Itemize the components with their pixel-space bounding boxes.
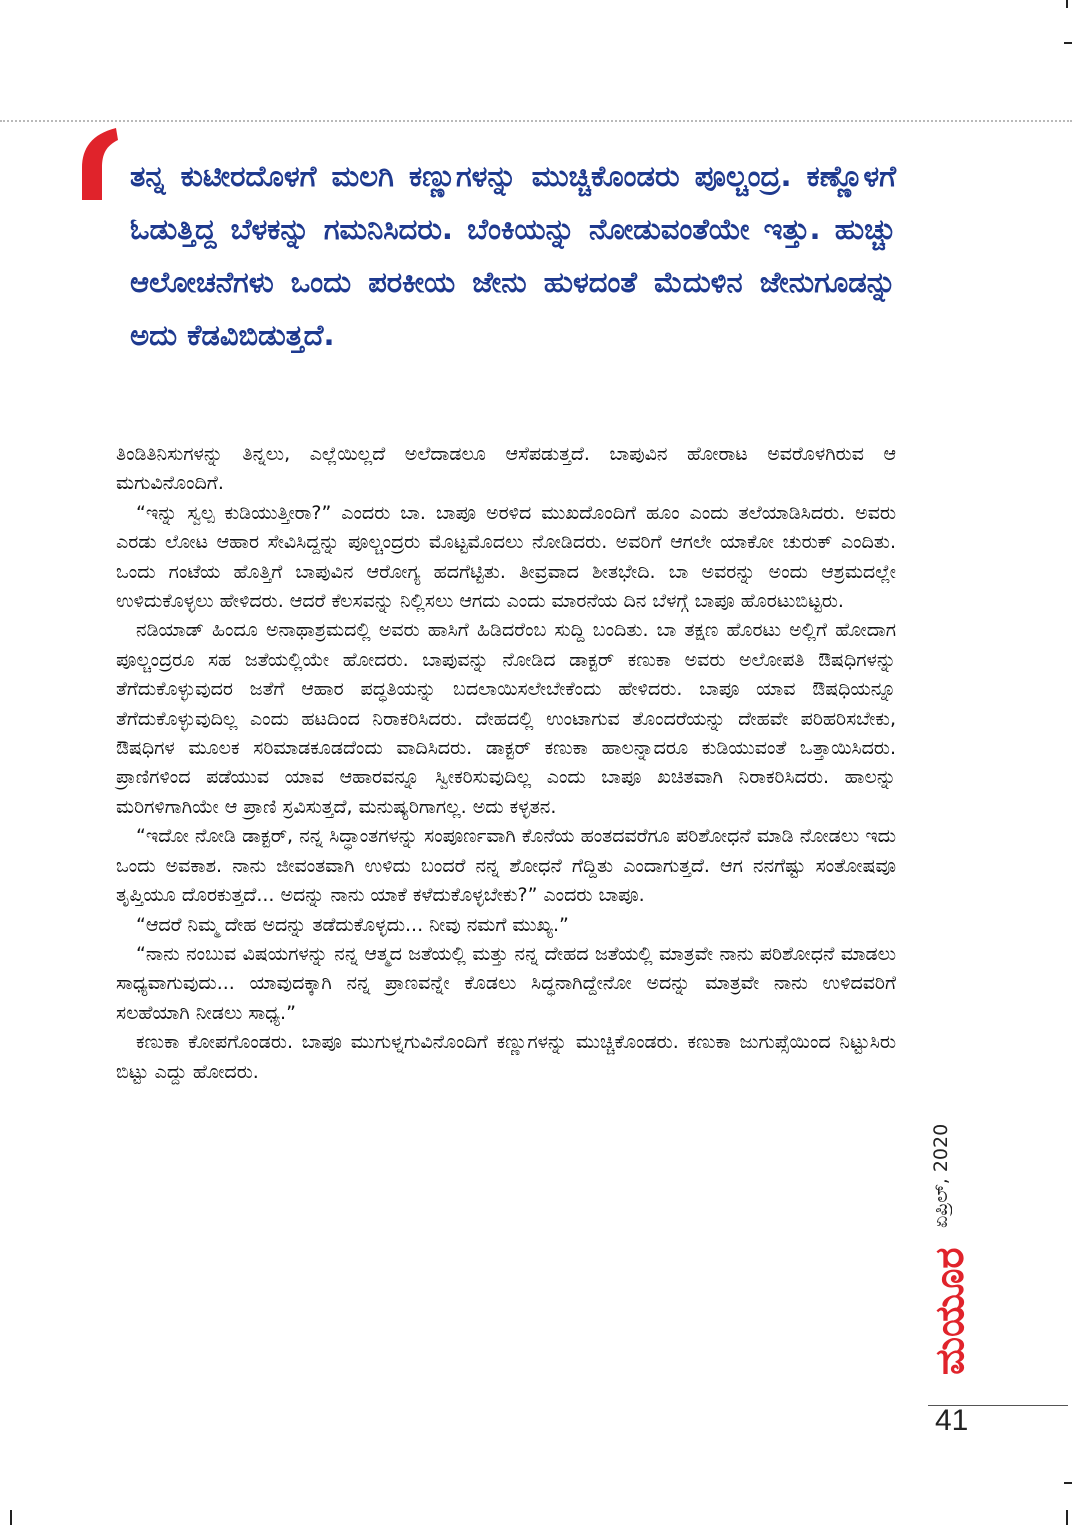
- crop-mark: [1064, 1482, 1072, 1484]
- paragraph: “ಇದೋ ನೋಡಿ ಡಾಕ್ಟರ್, ನನ್ನ ಸಿದ್ಧಾಂತಗಳನ್ನು ಸಂಪೂರ್ಣವಾಗಿ ಕೊನೆಯ ಹಂತದವರೆಗೂ ಪರಿಶೋಧನೆ ಮಾಡಿ ನೋಡಲು ಇದು ಒಂದು ಅವಕಾಶ. ನಾನು ಜೀವಂತವಾಗಿ ಉಳಿದು ಬಂದರೆ ನನ್ನ ಶೋಧನೆ ಗೆದ್ದಿತು ಎಂದಾಗುತ್ತದೆ. ಆಗ ನನಗೆಷ್ಟು ಸಂತೋಷವೂ ತೃಪ್ತಿಯೂ ದೊರಕುತ್ತದೆ... ಅದನ್ನು ನಾನು ಯಾಕೆ ಕಳೆದುಕೊಳ್ಳಬೇಕು?” ಎಂದರು ಬಾಪೂ.: [116, 825, 896, 907]
- paragraph: ತಿಂಡಿತಿನಿಸುಗಳನ್ನು ತಿನ್ನಲು, ಎಲ್ಲೆಯಿಲ್ಲದೆ ಅಲೆದಾಡಲೂ ಆಸೆಪಡುತ್ತದೆ. ಬಾಪುವಿನ ಹೋರಾಟ ಅವರೊಳಗಿರುವ ಆ ಮಗುವಿನೊಂದಿಗೆ.: [116, 443, 896, 495]
- article-body: [116, 440, 896, 1087]
- paragraph: ನಡಿಯಾಡ್ ಹಿಂದೂ ಅನಾಥಾಶ್ರಮದಲ್ಲಿ ಅವರು ಹಾಸಿಗೆ ಹಿಡಿದರೆಂಬ ಸುದ್ದಿ ಬಂದಿತು. ಬಾ ತಕ್ಷಣ ಹೊರಟು ಅಲ್ಲಿಗೆ ಹೋದಾಗ ಪೂಲ್ಚಂದ್ರರೂ ಸಹ ಜತೆಯಲ್ಲಿಯೇ ಹೋದರು. ಬಾಪುವನ್ನು ನೋಡಿದ ಡಾಕ್ಟರ್ ಕಣುಕಾ ಅವರು ಅಲೋಪತಿ ಔಷಧಿಗಳನ್ನು ತೆಗೆದುಕೊಳ್ಳುವುದರ ಜತೆಗೆ ಆಹಾರ ಪದ್ಧತಿಯನ್ನು ಬದಲಾಯಿಸಲೇಬೇಕೆಂದು ಹೇಳಿದರು. ಬಾಪೂ ಯಾವ ಔಷಧಿಯನ್ನೂ ತೆಗೆದುಕೊಳ್ಳುವುದಿಲ್ಲ ಎಂದು ಹಟದಿಂದ ನಿರಾಕರಿಸಿದರು. ದೇಹದಲ್ಲಿ ಉಂಟಾಗುವ ತೊಂದರೆಯನ್ನು ದೇಹವೇ ಪರಿಹರಿಸಬೇಕು, ಔಷಧಿಗಳ ಮೂಲಕ ಸರಿಮಾಡಕೂಡದೆಂದು ವಾದಿಸಿದರು. ಡಾಕ್ಟರ್ ಕಣುಕಾ ಹಾಲನ್ನಾದರೂ ಕುಡಿಯುವಂತೆ ಒತ್ತಾಯಿಸಿದರು. ಪ್ರಾಣಿಗಳಿಂದ ಪಡೆಯುವ ಯಾವ ಆಹಾರವನ್ನೂ ಸ್ವೀಕರಿಸುವುದಿಲ್ಲ ಎಂದು ಬಾಪೂ ಖಚಿತವಾಗಿ ನಿರಾಕರಿಸಿದರು. ಹಾಲನ್ನು ಮರಿಗಳಿಗಾಗಿಯೇ ಆ ಪ್ರಾಣಿ ಸ್ರವಿಸುತ್ತದೆ, ಮನುಷ್ಯರಿಗಾಗಲ್ಲ. ಅದು ಕಳ್ಳತನ.: [116, 619, 896, 818]
- paragraph: “ಆದರೆ ನಿಮ್ಮ ದೇಹ ಅದನ್ನು ತಡೆದುಕೊಳ್ಳದು... ನೀವು ನಮಗೆ ಮುಖ್ಯ.”: [136, 913, 569, 936]
- crop-mark: [1066, 1510, 1068, 1525]
- crop-mark: [1066, 0, 1068, 8]
- paragraph: ಕಣುಕಾ ಕೋಪಗೊಂಡರು. ಬಾಪೂ ಮುಗುಳ್ನಗುವಿನೊಂದಿಗೆ ಕಣ್ಣುಗಳನ್ನು ಮುಚ್ಚಿಕೊಂಡರು. ಕಣುಕಾ ಜುಗುಪ್ಸೆಯಿಂದ ನಿಟ್ಟುಸಿರು ಬಿಟ್ಟು ಎದ್ದು ಹೋದರು.: [116, 1031, 896, 1083]
- page-number: 41: [935, 1404, 969, 1437]
- quote-mark-icon: [78, 128, 122, 204]
- crop-mark: [10, 1510, 12, 1525]
- issue-date: ಏಪ್ರಿಲ್, 2020: [930, 1123, 952, 1228]
- dotted-divider: [0, 120, 1072, 122]
- magazine-logo: ಮಯೂರ: [927, 1247, 973, 1375]
- crop-mark: [1064, 42, 1072, 44]
- paragraph: “ಇನ್ನು ಸ್ವಲ್ಪ ಕುಡಿಯುತ್ತೀರಾ?” ಎಂದರು ಬಾ. ಬಾಪೂ ಅರಳಿದ ಮುಖದೊಂದಿಗೆ ಹೂಂ ಎಂದು ತಲೆಯಾಡಿಸಿದರು. ಅವರು ಎರಡು ಲೋಟ ಆಹಾರ ಸೇವಿಸಿದ್ದನ್ನು ಪೂಲ್ಚಂದ್ರರು ಮೊಟ್ಟಮೊದಲು ನೋಡಿದರು. ಅವರಿಗೆ ಆಗಲೇ ಯಾಕೋ ಚುರುಕ್ ಎಂದಿತು. ಒಂದು ಗಂಟೆಯ ಹೊತ್ತಿಗೆ ಬಾಪುವಿನ ಆರೋಗ್ಯ ಹದಗೆಟ್ಟಿತು. ತೀವ್ರವಾದ ಶೀತಭೇದಿ. ಬಾ ಅವರನ್ನು ಅಂದು ಆಶ್ರಮದಲ್ಲೇ ಉಳಿದುಕೊಳ್ಳಲು ಹೇಳಿದರು. ಆದರೆ ಕೆಲಸವನ್ನು ನಿಲ್ಲಿಸಲು ಆಗದು ಎಂದು ಮಾರನೆಯ ದಿನ ಬೆಳಗ್ಗೆ ಬಾಪೂ ಹೊರಟುಬಿಟ್ಟರು.: [116, 501, 896, 613]
- pull-quote: ತನ್ನ ಕುಟೀರದೊಳಗೆ ಮಲಗಿ ಕಣ್ಣುಗಳನ್ನು ಮುಚ್ಚಿಕೊಂಡರು ಪೂಲ್ಚಂದ್ರ. ಕಣ್ಣೊಳಗೆ ಓಡುತ್ತಿದ್ದ ಬೆಳಕನ್ನು ಗಮನಿಸಿದರು. ಬೆಂಕಿಯನ್ನು ನೋಡುವಂತೆಯೇ ಇತ್ತು. ಹುಚ್ಚು ಆಲೋಚನೆಗಳು ಒಂದು ಪರಕೀಯ ಜೇನು ಹುಳದಂತೆ ಮೆದುಳಿನ ಜೇನುಗೂಡನ್ನು ಅದು ಕೆಡವಿಬಿಡುತ್ತದೆ.: [130, 159, 896, 352]
- paragraph: “ನಾನು ನಂಬುವ ವಿಷಯಗಳನ್ನು ನನ್ನ ಆತ್ಮದ ಜತೆಯಲ್ಲಿ ಮತ್ತು ನನ್ನ ದೇಹದ ಜತೆಯಲ್ಲಿ ಮಾತ್ರವೇ ನಾನು ಪರಿಶೋಧನೆ ಮಾಡಲು ಸಾಧ್ಯವಾಗುವುದು... ಯಾವುದಕ್ಕಾಗಿ ನನ್ನ ಪ್ರಾಣವನ್ನೇ ಕೊಡಲು ಸಿದ್ಧನಾಗಿದ್ದೇನೋ ಅದನ್ನು ಮಾತ್ರವೇ ನಾನು ಉಳಿದವರಿಗೆ ಸಲಹೆಯಾಗಿ ನೀಡಲು ಸಾಧ್ಯ.”: [116, 942, 896, 1024]
